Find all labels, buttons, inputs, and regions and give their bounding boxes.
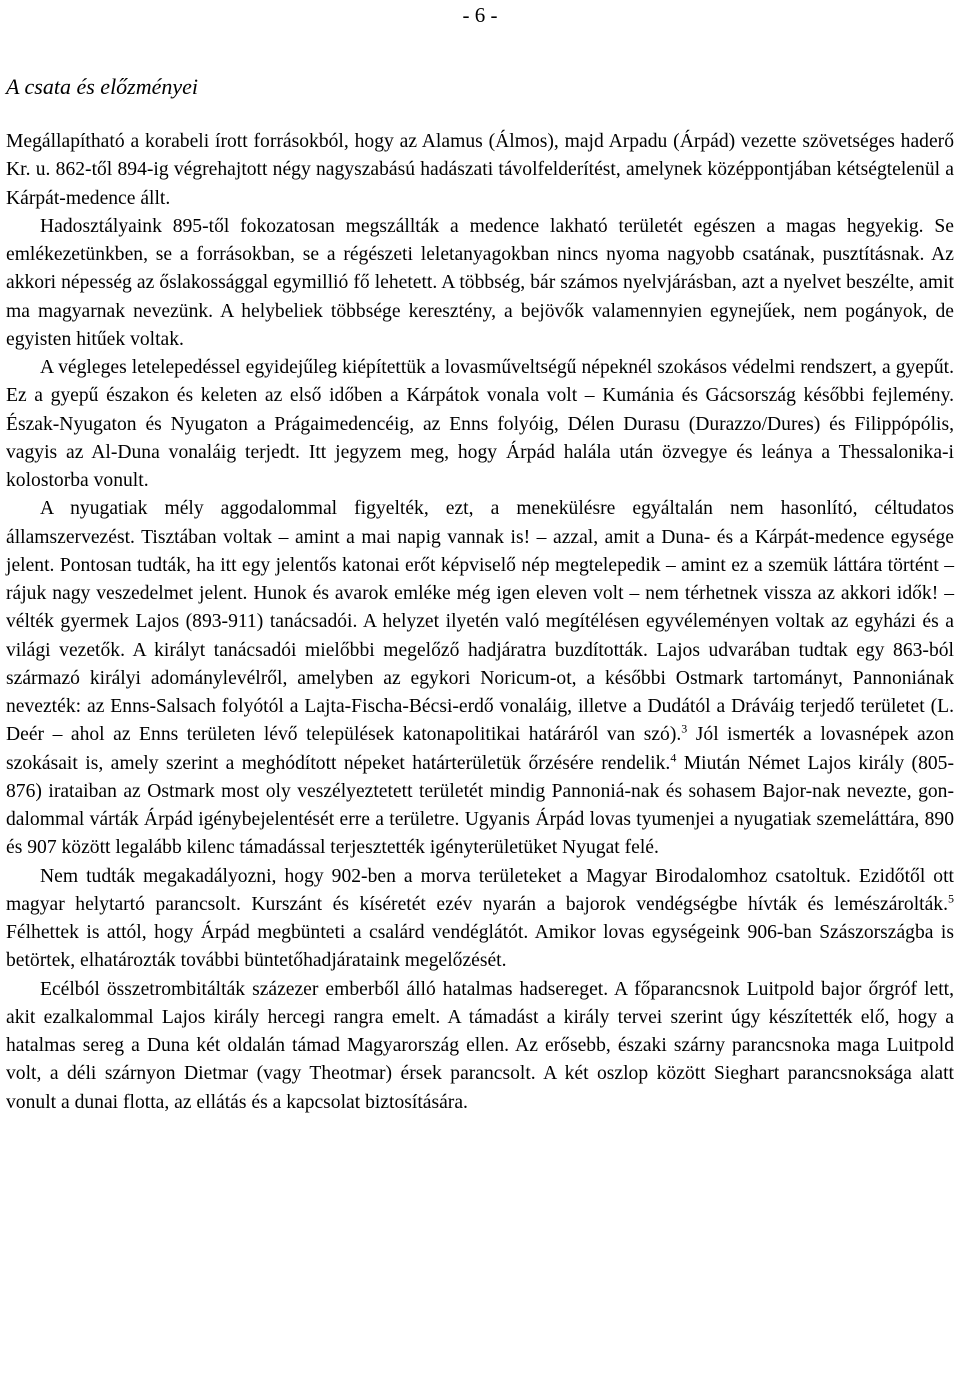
paragraph-text: Jól ismerték a lovasnépek azon szokásait is, amely szerint a meghódított népeket határterületük őrzésére rendelik.: [6, 724, 954, 774]
paragraph-text: A nyugatiak mély aggodalommal figyelték, ezt, a menekülésre egyáltalán nem hasonlító, céltudatos államszervezést. Tisztában voltak – amint a mai napig vannak is! – azzal, amit a Duna- és a Kárpát-medence egysége jelent. Pontosan tudták, ha itt egy jelentős katonai erőt képviselő nép megtelepedik – amint ez a szemük láttára történt – rájuk nagy veszedelmet jelent. Hunok és avarok emléke még igen eleven volt – nem térhetnek vissza az akkori idők! – vélték gyermek Lajos (893-911) tanácsadói. A helyzet ilyetén való megítélésen egyvéleményen voltak az egyházi és a világi vezetők. A királyt tanácsadói mielőbbi megelőző hadjáratra buzdították. Lajos udvarában tudtak egy 863-ból származó királyi adománylevélről, amelyben az egykori Noricum-ot, a későbbi Ostmark tartományt, Pannoniának nevezték: az Enns-Salsach folyótól a Lajta-Fischa-Bécsi-erdő vonaláig, illetve a Dudától a Dráváig terjedő területet (L. Deér – ahol az Enns területen lévő települések katonapolitikai határáról van szó).: [6, 498, 954, 746]
paragraph-1: [6, 128, 954, 213]
paragraph-text: Miután Német Lajos király (805-876) irataiban az Ostmark most oly veszélyeztetett területét mindig Pannoniá-nak és sohasem Bajor-nak nevezte, gondalommal várták Árpád igénybejelentését erre a területre. Ugyanis Árpád lovas tyumenjei a nyugatiak szemeláttára, 890 és 907 között legalább kilenc támadással terjesztették igényterületüket Nyugat felé.: [6, 752, 955, 859]
paragraph-text: Nem tudták megakadályozni, hogy 902-ben a morva területeket a Magyar Birodalomhoz csatoltuk. Ezidőtől ott magyar helytartó parancsolt. Kurszánt és kíséretét ezév nyarán a bajorok vendégségbe hívták és lemészárolták.: [6, 865, 954, 915]
paragraph-4: [6, 495, 954, 862]
section-title: A csata és előzményei: [6, 74, 199, 99]
paragraph-3: [6, 354, 954, 495]
paragraph-text: Ecélból összetrombitálták százezer emberből álló hatalmas hadsereget. A főparancsnok Luitpold bajor őrgróf lett, akit ezalkalommal Lajos király hercegi rangra emelt. A támadást a király tervei szerint úgy készítették elő, hogy a hatalmas sereg a Duna két oldalán támad Magyarország ellen. Az erősebb, északi szárny parancsnoka maga Luitpold volt, a déli szárnyon Dietmar (vagy Theotmar) érsek parancsolt. A két oszlop között Sieghart parancsnoksága alatt vonult a dunai flotta, az ellátás és a kapcsolat biztosítására.: [6, 978, 954, 1113]
page-number: - 6 -: [462, 3, 498, 27]
paragraph-text: Megállapítható a korabeli írott forrásokból, hogy az Alamus (Álmos), majd Arpadu (Árpád) vezette szövetséges haderő Kr. u. 862-től 894-ig végrehajtott négy nagyszabású hadászati távolfelderítést, amelynek középpontjában kétségtelenül a Kárpát-medence állt.: [6, 131, 954, 209]
paragraph-6: [6, 976, 954, 1117]
paragraph-text: Hadosztályaink 895-től fokozatosan megszállták a medence lakható területét egészen a magas hegyekig. Se emlékezetünkben, se a forrásokban, se a régészeti leletanyagokban nincs nyoma nagyobb csatának, pusztításnak. Az akkori népesség az őslakossággal egymillió fő lehetett. A többség, bár számos nyelvjárásban, azt a nyelvet beszélte, amit ma magyarnak nevezünk. A helybeliek többsége keresztény, a bejövők valamennyien egynejűek, nem pogányok, de egyisten hitűek voltak.: [6, 215, 954, 350]
paragraph-text: A végleges letelepedéssel egyidejűleg kiépítettük a lovasműveltségű népeknél szokásos védelmi rendszert, a gyepűt. Ez a gyepű északon és keleten az első időben a Kárpátok vonala volt – Kumánia és Gácsország későbbi fejlemény. Észak-Nyugaton és Nyugaton a Prágaimedencéig, az Enns folyóig, Délen Durasu (Durazzo/Dures) és Filippópólis, vagyis az Al-Duna vonaláig terjedt. Itt jegyzem meg, hogy Árpád halála után özvegye és leánya a Thessalonika-i kolostorba vonult.: [6, 357, 954, 491]
footnote-ref-4[interactable]: 4: [670, 749, 677, 764]
paragraph-text: Félhettek is attól, hogy Árpád megbünteti a csalárd vendéglátót. Amikor lovas egységeink 906-ban Szászországba is betörtek, elhatározták további büntetőhadjárataink megelőzését.: [6, 922, 954, 972]
footnote-ref-3[interactable]: 3: [681, 721, 688, 736]
paragraph-2: [6, 213, 954, 354]
body-text: [6, 128, 954, 1117]
footnote-ref-5[interactable]: 5: [948, 891, 954, 906]
paragraph-5: [6, 863, 954, 976]
